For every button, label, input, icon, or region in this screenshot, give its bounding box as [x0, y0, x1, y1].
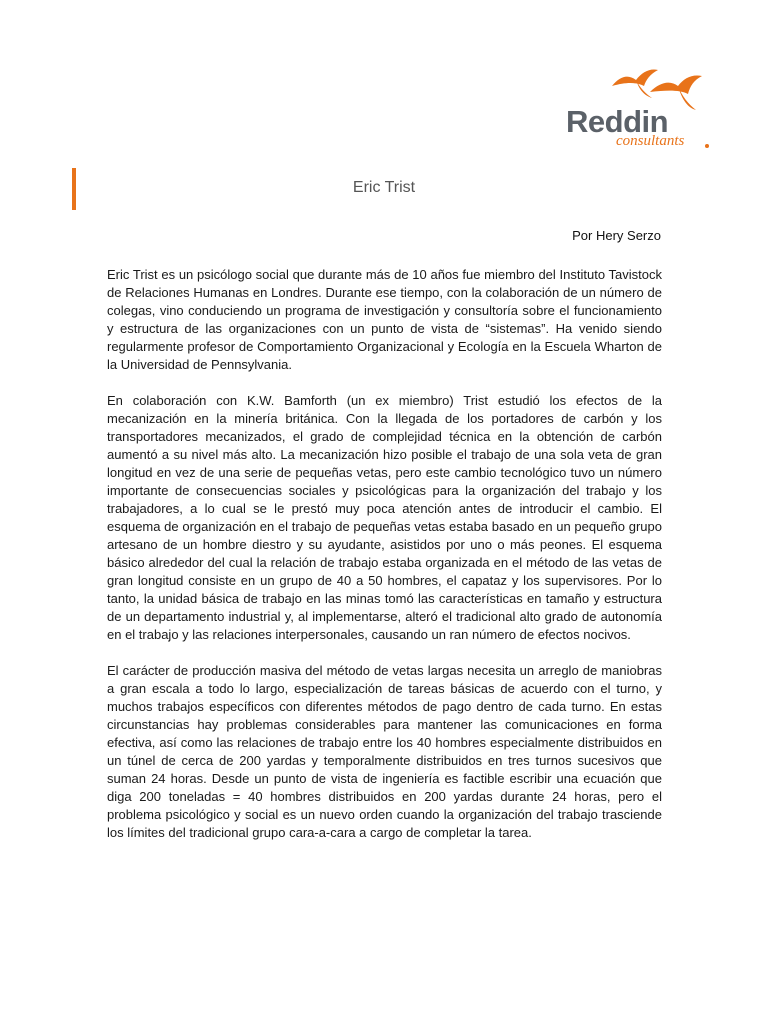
brand-tagline: consultants: [616, 133, 685, 149]
brand-name: Reddin: [566, 104, 669, 139]
paragraph: Eric Trist es un psicólogo social que durante más de 10 años fue miembro del Instituto Tavistock de Relaciones Humanas en Londres. Durante ese tiempo, con la colaboración de un número de colegas, vino conduciendo un programa de investigación y consultoría sobre el funcionamiento y estructura de las organizaciones con un punto de vista de “sistemas”. Ha venido siendo regularmente profesor de Comportamiento Organizacional y Ecología en la Escuela Wharton de la Universidad de Pennsylvania.: [107, 267, 662, 372]
document-title: Eric Trist: [352, 179, 416, 196]
document-body: [107, 266, 662, 860]
paragraph: El carácter de producción masiva del método de vetas largas necesita un arreglo de maniobras a gran escala a todo lo largo, especialización de tareas básicas de acuerdo con el turno, y muchos trabajos específicos con diferentes métodos de pago dentro de cada turno. En estas circunstancias hay problemas considerables para mantener las comunicaciones en forma efectiva, así como las relaciones de trabajo entre los 40 hombres especialmente distribuidos en un túnel de cerca de 200 yardas y temporalmente distribuidos en tres turnos sucesivos que suman 24 horas. Desde un punto de vista de ingeniería es factible escribir una ecuación que diga 200 toneladas = 40 hombres distribuidos en 200 yardas durante 24 horas, pero el problema psicológico y social es un nuevo orden cuando la organización del trabajo trasciende los límites del tradicional grupo cara-a-cara a cargo de completar la tarea.: [107, 663, 662, 840]
reddin-logo: [562, 66, 722, 156]
paragraph: En colaboración con K.W. Bamforth (un ex miembro) Trist estudió los efectos de la mecanización en la minería británica. Con la llegada de los portadores de carbón y los transportadores mecanizados, el grado de complejidad técnica en la obtención de carbón aumentó a su nivel más alto. La mecanización hizo posible el trabajo de una sola veta de gran longitud en vez de una serie de pequeñas vetas, pero este cambio tecnológico tuvo un número importante de consecuencias sociales y psicológicas para la organización del trabajo y los trabajadores, a lo cual se le prestó muy poca atención antes de introducir el cambio. El esquema de organización en el trabajo de pequeñas vetas estaba basado en un pequeño grupo artesano de un hombre diestro y su ayudante, asistidos por uno o más peones. El esquema básico alrededor del cual la relación de trabajo estaba organizada en el método de las vetas de gran longitud consiste en un grupo de 40 a 50 hombres, el capataz y los supervisores. Por lo tanto, la unidad básica de trabajo en las minas tomó las características en tamaño y estructura de un departamento industrial y, al implementarse, alteró el tradicional alto grado de autonomía en el trabajo y las relaciones interpersonales, causando un ran número de efectos nocivos.: [107, 393, 662, 642]
document-author: Por Hery Serzo: [572, 228, 661, 243]
brand-dot: [705, 144, 709, 148]
